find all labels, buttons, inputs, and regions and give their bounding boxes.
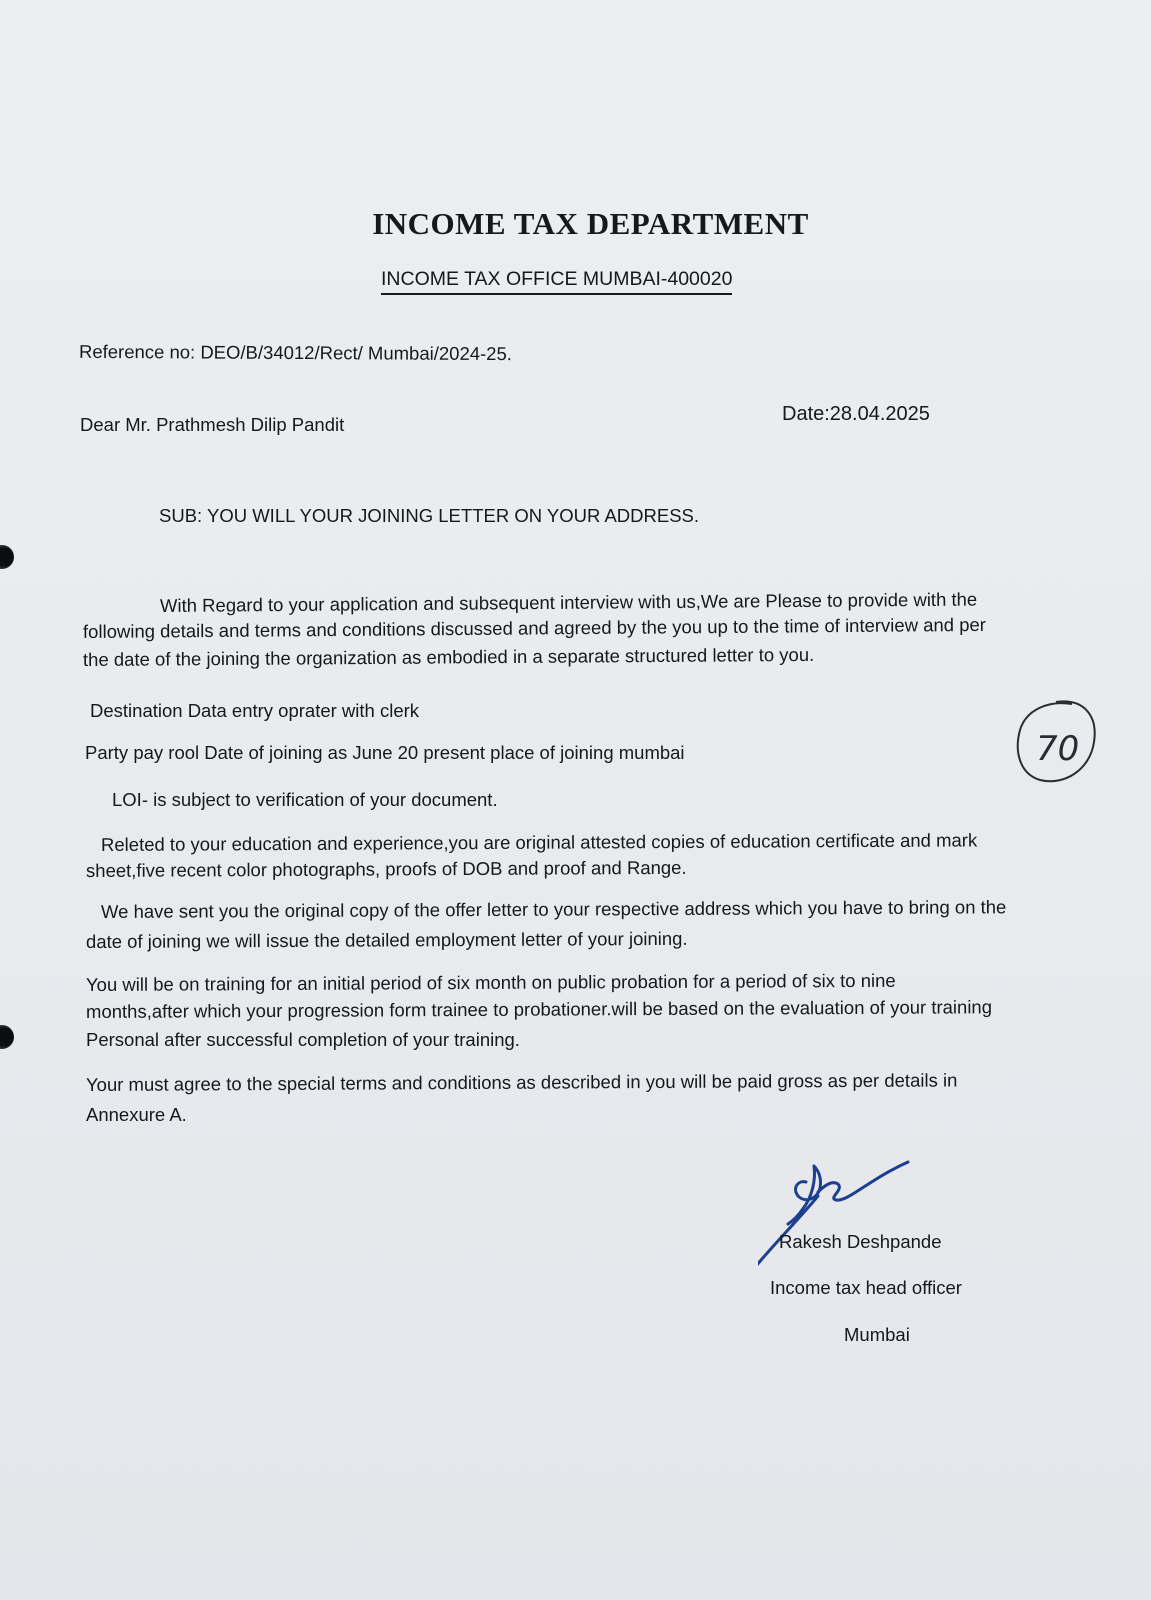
party-pay-line: Party pay rool Date of joining as June 20 present place of joining mumbai: [85, 742, 685, 763]
annotation-text: 70: [1036, 729, 1080, 769]
sent-line-2: date of joining we will issue the detailed employment letter of your joining.: [85, 927, 688, 952]
salutation: Dear Mr. Prathmesh Dilip Pandit: [80, 414, 345, 435]
signatory-name: Rakesh Deshpande: [779, 1231, 942, 1252]
loi-line: LOI- is subject to verification of your document.: [112, 789, 498, 810]
office-address: INCOME TAX OFFICE MUMBAI-400020: [381, 268, 732, 295]
letter-date: Date:28.04.2025: [782, 403, 930, 425]
reference-number: Reference no: DEO/B/34012/Rect/ Mumbai/2024-25.: [78, 340, 512, 365]
handwritten-circled-annotation: [1014, 696, 1104, 792]
subject-line: SUB: YOU WILL YOUR JOINING LETTER ON YOUR ADDRESS.: [159, 505, 700, 526]
terms-line-2: Annexure A.: [86, 1104, 187, 1125]
destination-line: Destination Data entry oprater with clerk: [90, 700, 420, 721]
training-line-3: Personal after successful completion of your training.: [86, 1029, 520, 1050]
intro-line-3: the date of the joining the organization as embodied in a separate structured letter to you.: [82, 643, 815, 670]
terms-line-1: Your must agree to the special terms and conditions as described in you will be paid gross as per details in: [85, 1069, 958, 1095]
signatory-city: Mumbai: [844, 1324, 910, 1345]
education-line-2: sheet,five recent color photographs, proofs of DOB and proof and Range.: [85, 856, 687, 881]
education-line-1: Releted to your education and experience,you are original attested copies of education certificate and mark: [100, 829, 978, 855]
punch-hole-top: [0, 545, 14, 569]
signature-mark: [758, 1150, 938, 1270]
department-title: INCOME TAX DEPARTMENT: [372, 206, 809, 241]
training-line-2: months,after which your progression form trainee to probationer.will be based on the evaluation of your training: [85, 996, 993, 1022]
intro-line-2: following details and terms and conditions discussed and agreed by the you up to the time of interview and per: [82, 613, 986, 642]
punch-hole-bottom: [0, 1025, 14, 1049]
signatory-title: Income tax head officer: [770, 1277, 962, 1298]
intro-line-1: With Regard to your application and subsequent interview with us,We are Please to provide with the: [159, 588, 978, 616]
training-line-1: You will be on training for an initial period of six month on public probation for a period of six to nine: [85, 969, 896, 995]
sent-line-1: We have sent you the original copy of the offer letter to your respective address which you have to bring on the: [100, 896, 1007, 922]
